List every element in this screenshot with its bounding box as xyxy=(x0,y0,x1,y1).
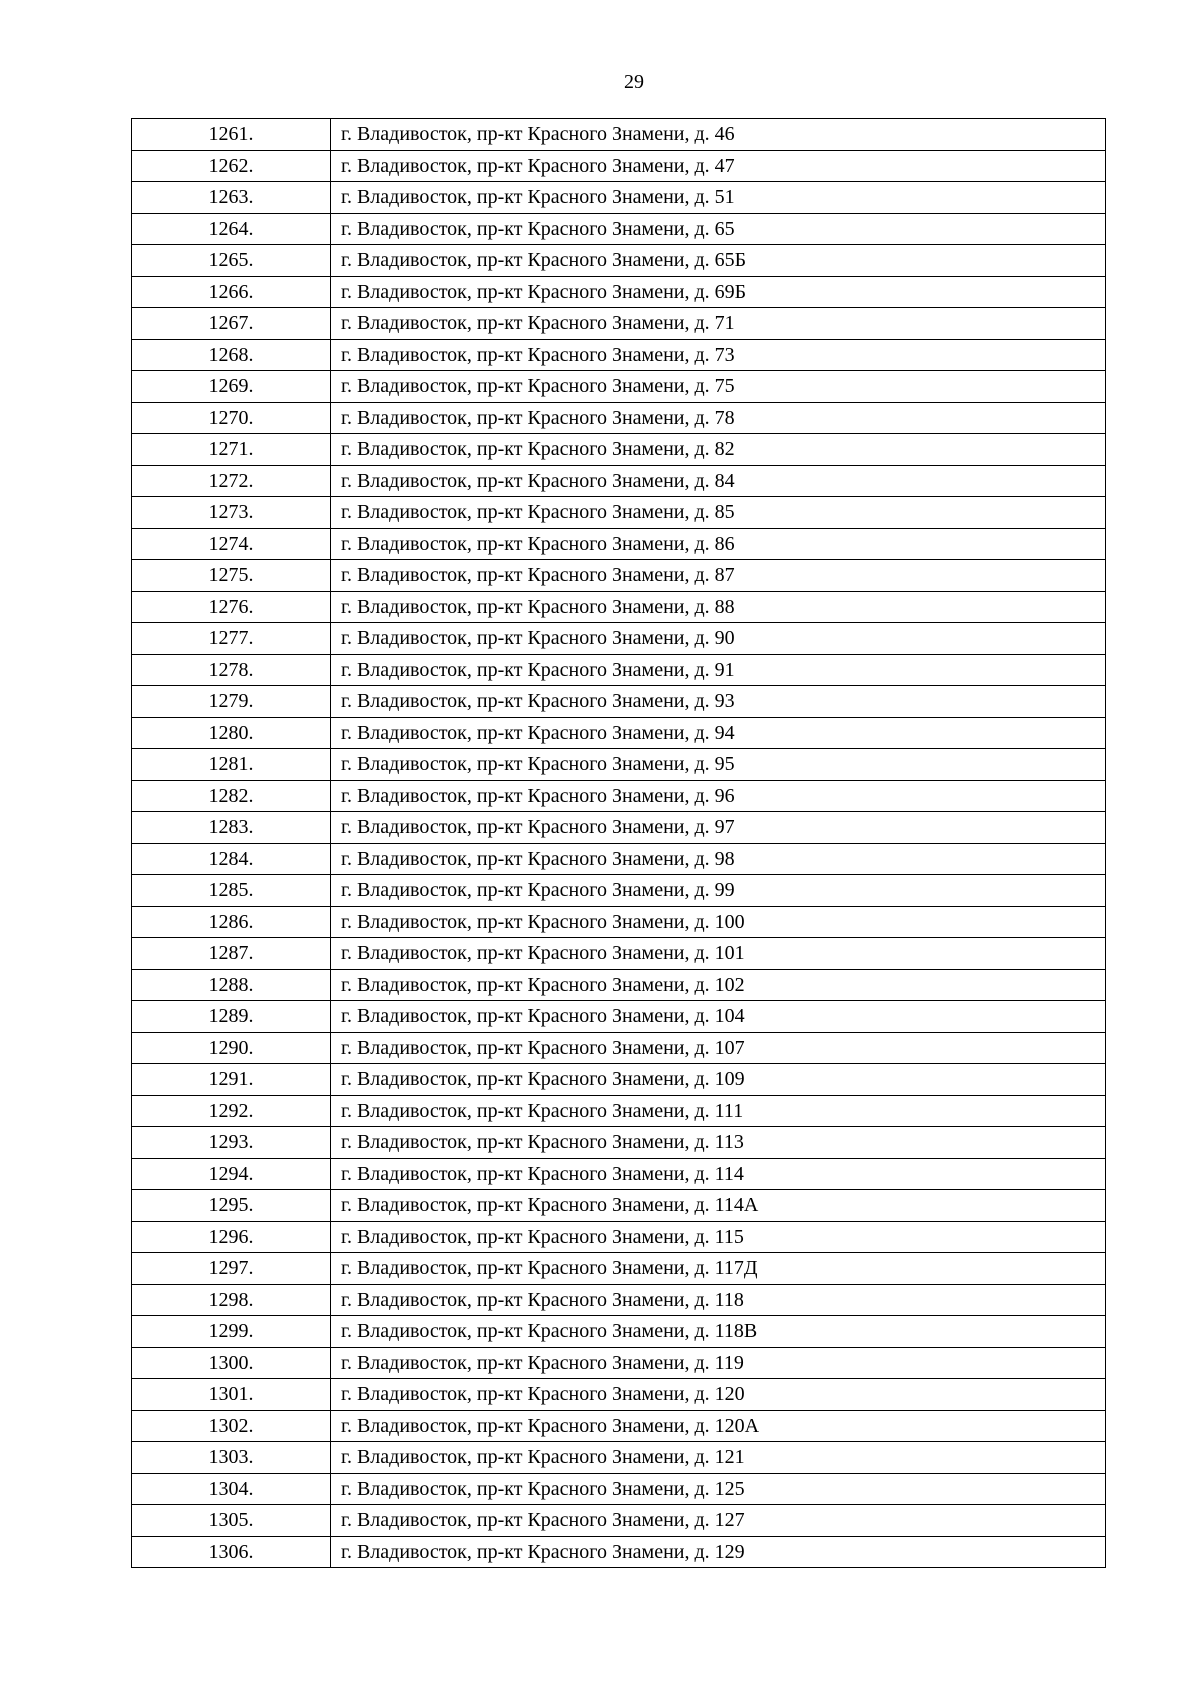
row-number: 1303. xyxy=(132,1442,331,1474)
row-number: 1284. xyxy=(132,843,331,875)
row-address: г. Владивосток, пр-кт Красного Знамени, д. 71 xyxy=(331,308,1106,340)
row-address: г. Владивосток, пр-кт Красного Знамени, д. 109 xyxy=(331,1064,1106,1096)
table-row xyxy=(132,654,1106,686)
row-address: г. Владивосток, пр-кт Красного Знамени, д. 100 xyxy=(331,906,1106,938)
row-number: 1297. xyxy=(132,1253,331,1285)
row-number: 1290. xyxy=(132,1032,331,1064)
table-row xyxy=(132,560,1106,592)
row-number: 1275. xyxy=(132,560,331,592)
row-address: г. Владивосток, пр-кт Красного Знамени, д. 91 xyxy=(331,654,1106,686)
row-address: г. Владивосток, пр-кт Красного Знамени, д. 65Б xyxy=(331,245,1106,277)
row-address: г. Владивосток, пр-кт Красного Знамени, д. 46 xyxy=(331,119,1106,151)
row-address: г. Владивосток, пр-кт Красного Знамени, д. 93 xyxy=(331,686,1106,718)
row-number: 1302. xyxy=(132,1410,331,1442)
row-number: 1273. xyxy=(132,497,331,529)
table-row xyxy=(132,906,1106,938)
table-row xyxy=(132,528,1106,560)
row-address: г. Владивосток, пр-кт Красного Знамени, д. 121 xyxy=(331,1442,1106,1474)
row-number: 1265. xyxy=(132,245,331,277)
row-address: г. Владивосток, пр-кт Красного Знамени, д. 84 xyxy=(331,465,1106,497)
table-row xyxy=(132,1127,1106,1159)
row-address: г. Владивосток, пр-кт Красного Знамени, д. 114 xyxy=(331,1158,1106,1190)
table-row xyxy=(132,1347,1106,1379)
row-address: г. Владивосток, пр-кт Красного Знамени, д. 87 xyxy=(331,560,1106,592)
row-address: г. Владивосток, пр-кт Красного Знамени, д. 107 xyxy=(331,1032,1106,1064)
row-number: 1283. xyxy=(132,812,331,844)
table-row xyxy=(132,371,1106,403)
row-number: 1293. xyxy=(132,1127,331,1159)
row-number: 1282. xyxy=(132,780,331,812)
table-row xyxy=(132,1095,1106,1127)
table-row xyxy=(132,623,1106,655)
table-row xyxy=(132,1316,1106,1348)
row-number: 1288. xyxy=(132,969,331,1001)
table-row xyxy=(132,749,1106,781)
table-row xyxy=(132,308,1106,340)
table-row xyxy=(132,969,1106,1001)
row-address: г. Владивосток, пр-кт Красного Знамени, д. 97 xyxy=(331,812,1106,844)
row-number: 1306. xyxy=(132,1536,331,1568)
table-row xyxy=(132,843,1106,875)
page-number: 29 xyxy=(624,71,644,93)
row-address: г. Владивосток, пр-кт Красного Знамени, д. 115 xyxy=(331,1221,1106,1253)
table-row xyxy=(132,1536,1106,1568)
row-number: 1279. xyxy=(132,686,331,718)
row-number: 1264. xyxy=(132,213,331,245)
table-row xyxy=(132,1158,1106,1190)
table-row xyxy=(132,686,1106,718)
table-row xyxy=(132,780,1106,812)
row-address: г. Владивосток, пр-кт Красного Знамени, д. 104 xyxy=(331,1001,1106,1033)
row-number: 1304. xyxy=(132,1473,331,1505)
row-number: 1294. xyxy=(132,1158,331,1190)
row-number: 1269. xyxy=(132,371,331,403)
row-number: 1295. xyxy=(132,1190,331,1222)
row-number: 1285. xyxy=(132,875,331,907)
row-number: 1298. xyxy=(132,1284,331,1316)
row-number: 1291. xyxy=(132,1064,331,1096)
row-number: 1277. xyxy=(132,623,331,655)
row-number: 1266. xyxy=(132,276,331,308)
row-address: г. Владивосток, пр-кт Красного Знамени, д. 88 xyxy=(331,591,1106,623)
row-address: г. Владивосток, пр-кт Красного Знамени, д. 113 xyxy=(331,1127,1106,1159)
row-number: 1300. xyxy=(132,1347,331,1379)
table-row xyxy=(132,182,1106,214)
table-row xyxy=(132,1284,1106,1316)
row-address: г. Владивосток, пр-кт Красного Знамени, д. 51 xyxy=(331,182,1106,214)
row-address: г. Владивосток, пр-кт Красного Знамени, д. 114А xyxy=(331,1190,1106,1222)
table-row xyxy=(132,1505,1106,1537)
row-number: 1280. xyxy=(132,717,331,749)
table-row xyxy=(132,119,1106,151)
row-number: 1299. xyxy=(132,1316,331,1348)
table-row xyxy=(132,434,1106,466)
table-row xyxy=(132,938,1106,970)
table-row xyxy=(132,1032,1106,1064)
row-address: г. Владивосток, пр-кт Красного Знамени, д. 127 xyxy=(331,1505,1106,1537)
row-address: г. Владивосток, пр-кт Красного Знамени, д. 96 xyxy=(331,780,1106,812)
row-number: 1263. xyxy=(132,182,331,214)
row-address: г. Владивосток, пр-кт Красного Знамени, д. 78 xyxy=(331,402,1106,434)
row-address: г. Владивосток, пр-кт Красного Знамени, д. 120А xyxy=(331,1410,1106,1442)
table-row xyxy=(132,1064,1106,1096)
row-number: 1274. xyxy=(132,528,331,560)
table-row xyxy=(132,1221,1106,1253)
row-number: 1261. xyxy=(132,119,331,151)
table-row xyxy=(132,1410,1106,1442)
row-address: г. Владивосток, пр-кт Красного Знамени, д. 120 xyxy=(331,1379,1106,1411)
row-address: г. Владивосток, пр-кт Красного Знамени, д. 129 xyxy=(331,1536,1106,1568)
row-address: г. Владивосток, пр-кт Красного Знамени, д. 98 xyxy=(331,843,1106,875)
table-row xyxy=(132,276,1106,308)
row-number: 1305. xyxy=(132,1505,331,1537)
row-address: г. Владивосток, пр-кт Красного Знамени, д. 95 xyxy=(331,749,1106,781)
row-number: 1268. xyxy=(132,339,331,371)
row-number: 1289. xyxy=(132,1001,331,1033)
row-number: 1287. xyxy=(132,938,331,970)
table-row xyxy=(132,497,1106,529)
row-number: 1301. xyxy=(132,1379,331,1411)
row-address: г. Владивосток, пр-кт Красного Знамени, д. 82 xyxy=(331,434,1106,466)
row-address: г. Владивосток, пр-кт Красного Знамени, д. 94 xyxy=(331,717,1106,749)
row-address: г. Владивосток, пр-кт Красного Знамени, д. 125 xyxy=(331,1473,1106,1505)
table-row xyxy=(132,1190,1106,1222)
row-number: 1276. xyxy=(132,591,331,623)
row-number: 1267. xyxy=(132,308,331,340)
row-number: 1278. xyxy=(132,654,331,686)
row-address: г. Владивосток, пр-кт Красного Знамени, д. 86 xyxy=(331,528,1106,560)
row-number: 1286. xyxy=(132,906,331,938)
table-row xyxy=(132,1442,1106,1474)
table-row xyxy=(132,1473,1106,1505)
address-table xyxy=(131,118,1106,1568)
address-table-body xyxy=(132,119,1106,1568)
table-row xyxy=(132,402,1106,434)
row-number: 1296. xyxy=(132,1221,331,1253)
table-row xyxy=(132,875,1106,907)
table-row xyxy=(132,245,1106,277)
row-number: 1270. xyxy=(132,402,331,434)
row-number: 1262. xyxy=(132,150,331,182)
table-row xyxy=(132,591,1106,623)
row-address: г. Владивосток, пр-кт Красного Знамени, д. 102 xyxy=(331,969,1106,1001)
row-address: г. Владивосток, пр-кт Красного Знамени, д. 118 xyxy=(331,1284,1106,1316)
table-row xyxy=(132,1379,1106,1411)
row-address: г. Владивосток, пр-кт Красного Знамени, д. 73 xyxy=(331,339,1106,371)
table-row xyxy=(132,1253,1106,1285)
row-number: 1271. xyxy=(132,434,331,466)
row-address: г. Владивосток, пр-кт Красного Знамени, д. 85 xyxy=(331,497,1106,529)
row-number: 1272. xyxy=(132,465,331,497)
table-row xyxy=(132,150,1106,182)
row-address: г. Владивосток, пр-кт Красного Знамени, д. 101 xyxy=(331,938,1106,970)
row-number: 1281. xyxy=(132,749,331,781)
row-address: г. Владивосток, пр-кт Красного Знамени, д. 69Б xyxy=(331,276,1106,308)
row-address: г. Владивосток, пр-кт Красного Знамени, д. 117Д xyxy=(331,1253,1106,1285)
row-address: г. Владивосток, пр-кт Красного Знамени, д. 75 xyxy=(331,371,1106,403)
row-address: г. Владивосток, пр-кт Красного Знамени, д. 99 xyxy=(331,875,1106,907)
row-number: 1292. xyxy=(132,1095,331,1127)
row-address: г. Владивосток, пр-кт Красного Знамени, д. 47 xyxy=(331,150,1106,182)
row-address: г. Владивосток, пр-кт Красного Знамени, д. 119 xyxy=(331,1347,1106,1379)
table-row xyxy=(132,1001,1106,1033)
table-row xyxy=(132,717,1106,749)
table-row xyxy=(132,812,1106,844)
row-address: г. Владивосток, пр-кт Красного Знамени, д. 111 xyxy=(331,1095,1106,1127)
row-address: г. Владивосток, пр-кт Красного Знамени, д. 65 xyxy=(331,213,1106,245)
row-address: г. Владивосток, пр-кт Красного Знамени, д. 90 xyxy=(331,623,1106,655)
row-address: г. Владивосток, пр-кт Красного Знамени, д. 118В xyxy=(331,1316,1106,1348)
table-row xyxy=(132,213,1106,245)
table-row xyxy=(132,339,1106,371)
table-row xyxy=(132,465,1106,497)
